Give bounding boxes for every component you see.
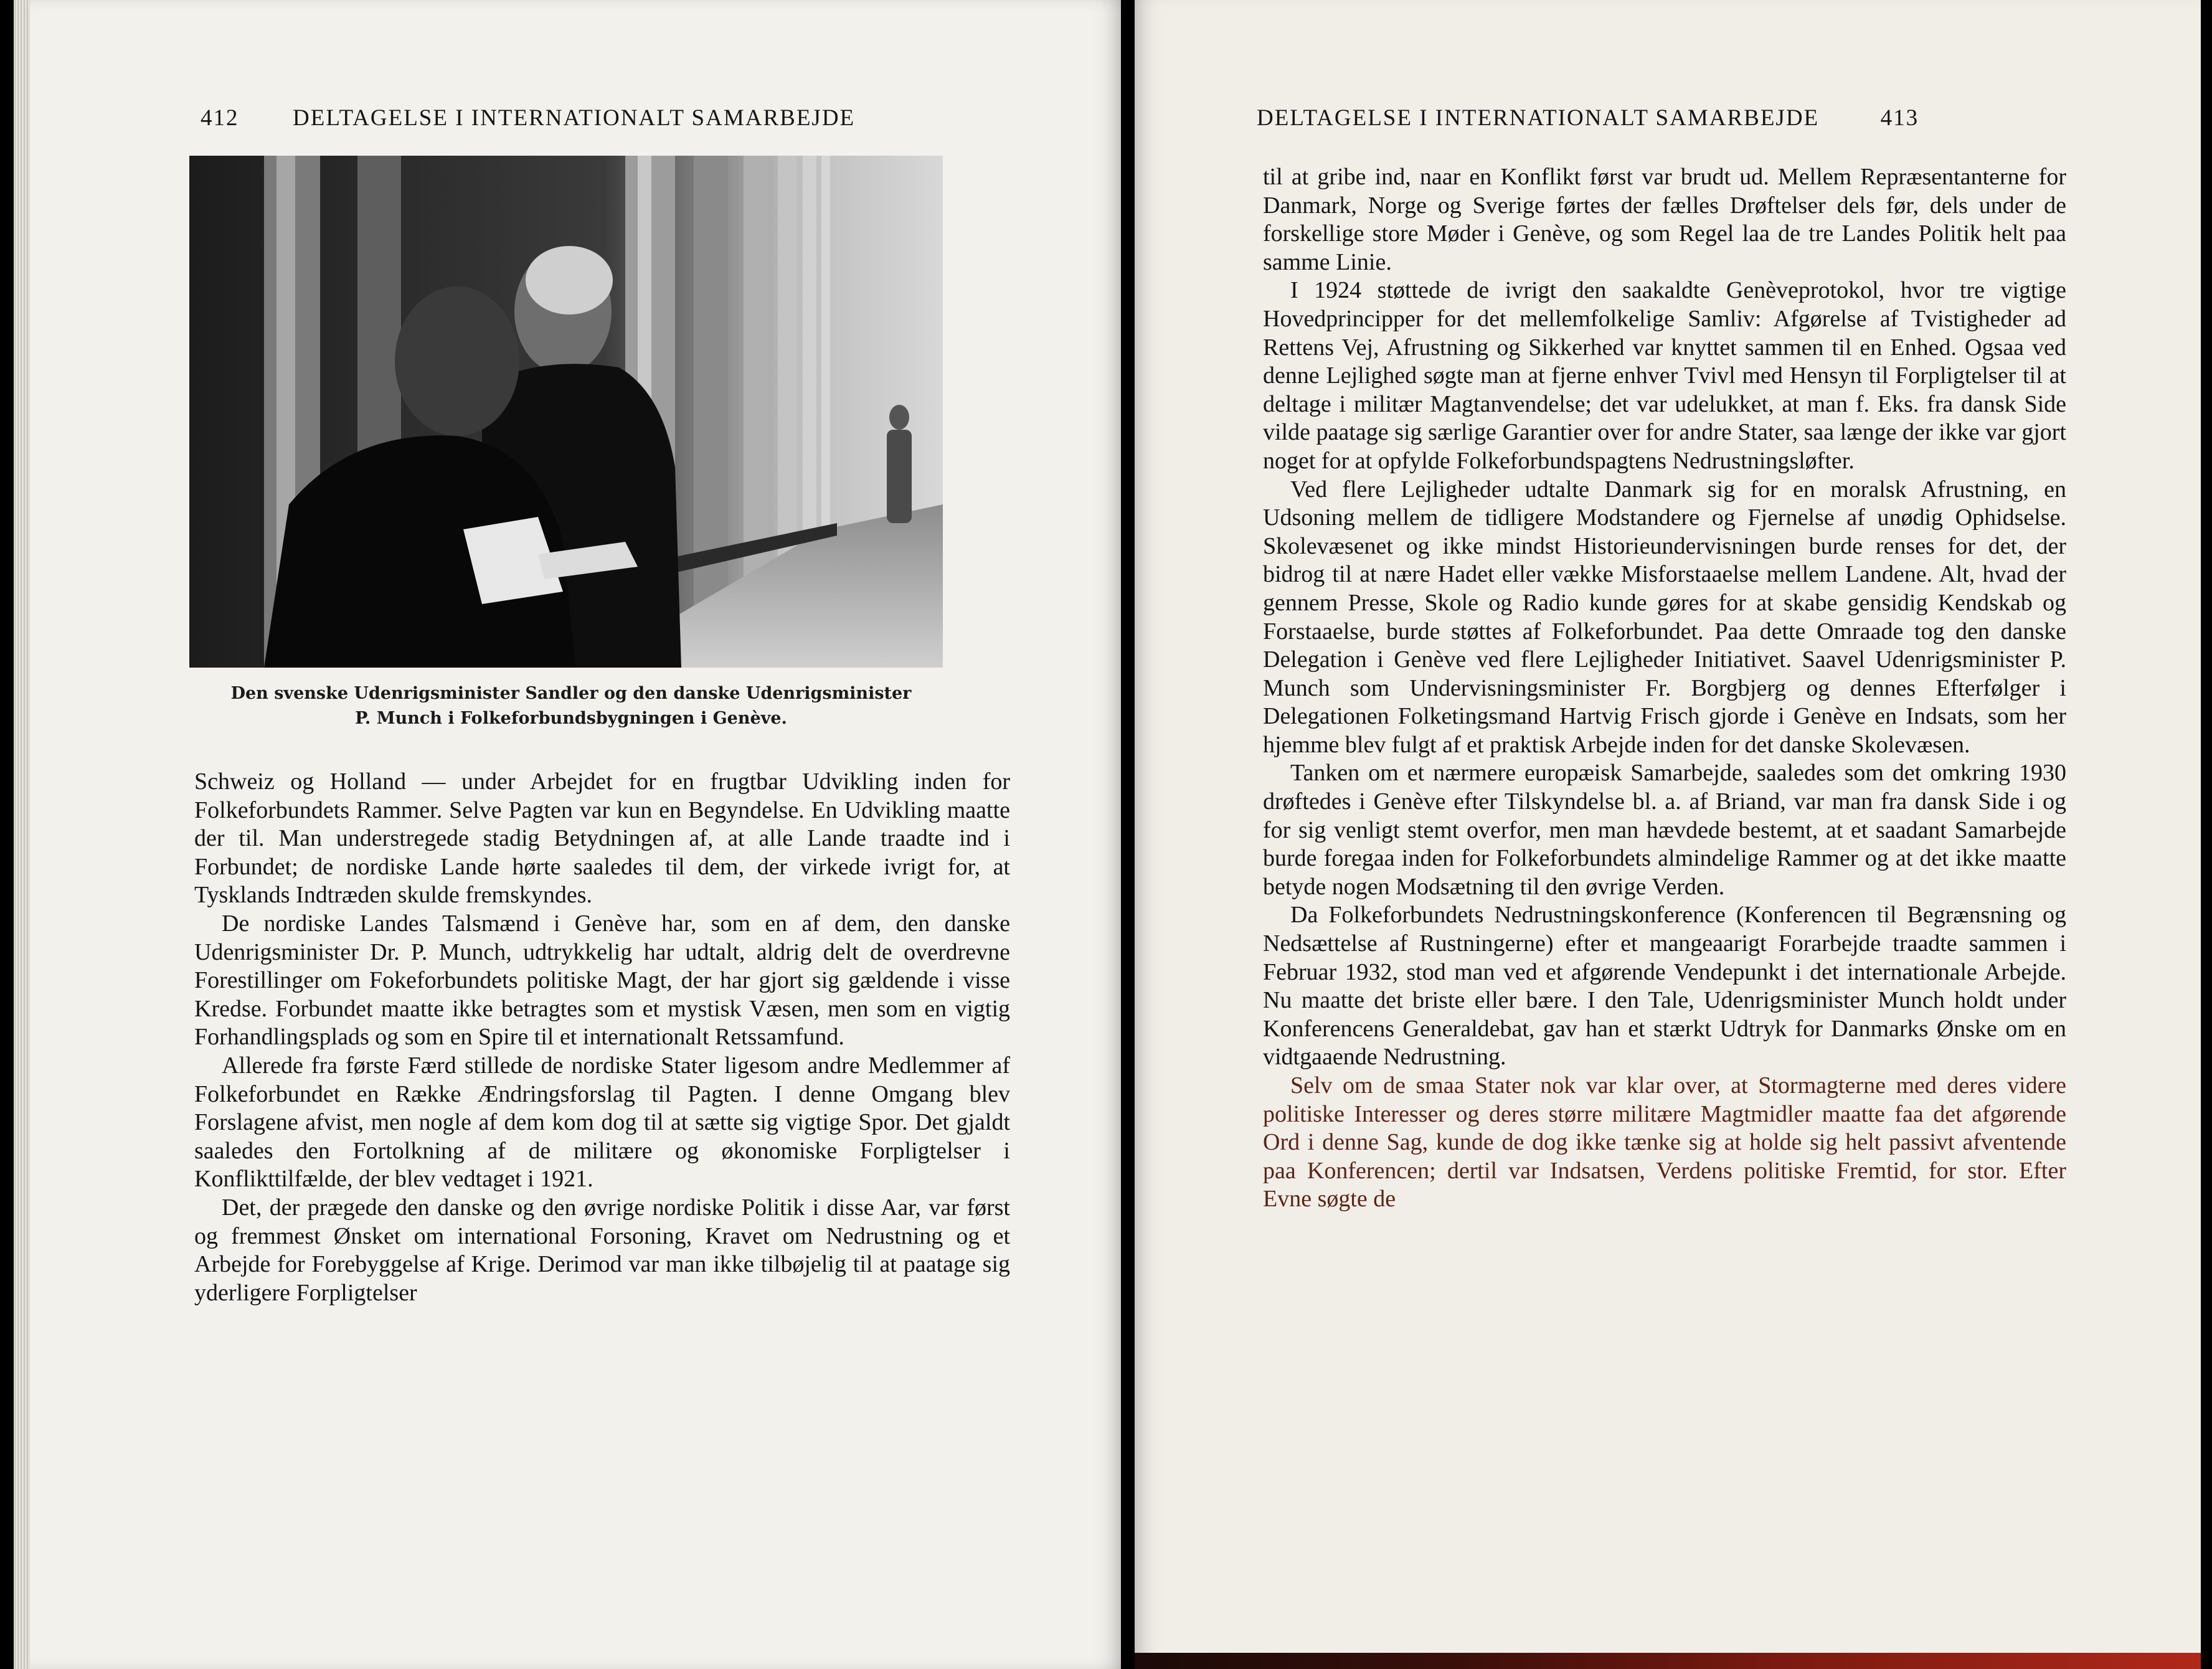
photo-caption xyxy=(169,681,973,731)
right-running-head xyxy=(1257,105,1919,131)
paragraph: I 1924 støttede de ivrigt den saakaldte Genèveprotokol, hvor tre vigtige Hovedprincipper for det mellemfolkelige Samliv: Afgørelse af Tvistigheder ad Rettens Vej, Afrustning og Sikkerhed var knyttet sammen til en Enhed. Ogsaa ved denne Lejlighed søgte man at fjerne enhver Tvivl med Hensyn til Forpligtelser til at deltage i militær Magtanvendelse; det var udelukket, at man f. Eks. fra dansk Side vilde paatage sig særlige Garantier over for andre Stater, saa længe der ikke var gjort noget for at opfylde Folkeforbundspagtens Nedrustningsløfter. xyxy=(1263,277,2066,474)
paragraph: Da Folkeforbundets Nedrustningskonference (Konferencen til Begrænsning og Nedsættelse af Rustningerne) efter et mangeaarigt Forarbejde traadte sammen i Februar 1932, stod man ved et afgørende Vendepunkt i det internationale Arbejde. Nu maatte det briste eller bære. I den Tale, Udenrigsminister Munch holdt under Konferencens Generaldebat, gav han et stærkt Udtryk for Danmarks Ønske om en vidtgaaende Nedrustning. xyxy=(1263,902,2066,1071)
left-page-number: 412 xyxy=(201,105,239,131)
paragraph: Allerede fra første Færd stillede de nordiske Stater ligesom andre Medlemmer af Folkeforbundet en Række Ændringsforslag til Pagten. I denne Omgang blev Forslagene afvist, men nogle af dem kom dog til at sætte sig vigtige Spor. Det gjaldt saaledes den Fortolkning af de militære og økonomiske Forpligtelser i Konflikttilfælde, der blev vedtaget i 1921. xyxy=(194,1052,1010,1193)
photo-caption-line: P. Munch i Folkeforbundsbygningen i Genève. xyxy=(355,709,787,728)
paragraph: Schweiz og Holland — under Arbejdet for en frugtbar Udvikling inden for Folkeforbundets Rammer. Selve Pagten var kun en Begyndelse. En Udvikling maatte der til. Man understregede stadig Betydningen af, at alle Lande traadte ind i Forbundet; de nordiske Lande hørte saaledes til dem, der virkede ivrigt for, at Tysklands Indtræden skulde fremskyndes. xyxy=(194,768,1010,909)
right-body-text xyxy=(1263,163,2066,1214)
paragraph: De nordiske Landes Talsmænd i Genève har, som en af dem, den danske Udenrigsminister Dr. P. Munch, udtrykkelig har udtalt, aldrig delt de overdrevne Forestillinger om Fokeforbundets politiske Magt, der har gjort sig gældende i visse Kredse. Forbundet maatte ikke betragtes som et mystisk Væsen, men som en vigtig Forhandlingsplads og som en Spire til et internationalt Retssamfund. xyxy=(194,910,1010,1051)
page-bottom-edge xyxy=(1135,1653,2201,1669)
left-page xyxy=(14,0,1121,1669)
page-edge xyxy=(14,0,30,1669)
right-page xyxy=(1135,0,2201,1669)
left-running-head-title: DELTAGELSE I INTERNATIONALT SAMARBEJDE xyxy=(293,105,856,131)
paragraph: Ved flere Lejligheder udtalte Danmark sig for en moralsk Afrustning, en Udsoning mellem de tidligere Modstandere og Fjernelse af unødig Ophidselse. Skolevæsenet og ikke mindst Historieundervisningen burde renses for det, der bidrog til at nære Hadet eller vække Misforstaaelse mellem Landene. Alt, hvad der gennem Presse, Skole og Radio kunde gøres for at skabe gensidig Kendskab og Forstaaelse, burde støttes af Folkeforbundet. Paa dette Omraade tog den danske Delegation i Genève ved flere Lejligheder Initiativet. Saavel Udenrigsminister P. Munch som Undervisningsminister Fr. Borgbjerg og dennes Efterfølger i Delegationen Folketingsmand Hartvig Frisch gjorde i Genève en Indsats, som her hjemme blev fulgt af et praktisk Arbejde inden for det danske Skolevæsen. xyxy=(1263,476,2066,758)
right-page-number: 413 xyxy=(1880,105,1919,131)
right-running-head-title: DELTAGELSE I INTERNATIONALT SAMARBEJDE xyxy=(1257,105,1820,131)
paragraph: Det, der prægede den danske og den øvrige nordiske Politik i disse Aar, var først og fremmest Ønsket om international Forsoning, Kravet om Nedrustning og et Arbejde for Forebyggelse af Krige. Derimod var man ikke tilbøjelig til at paatage sig yderligere Forpligtelser xyxy=(194,1194,1010,1306)
paragraph: Tanken om et nærmere europæisk Samarbejde, saaledes som det omkring 1930 drøftedes i Genève efter Tilskyndelse bl. a. af Briand, var man fra dansk Side i og for sig venligt stemt overfor, men man hævdede bestemt, at et saadant Samarbejde burde foregaa inden for Folkeforbundets almindelige Rammer og at det ikke maatte betyde nogen Modsætning til den øvrige Verden. xyxy=(1263,760,2066,900)
photograph xyxy=(189,156,943,668)
left-running-head xyxy=(201,105,855,131)
paragraph: Selv om de smaa Stater nok var klar over, at Stormagterne med deres videre politiske Interesser og deres større militære Magtmidler maatte faa det afgørende Ord i denne Sag, kunde de dog ikke tænke sig at holde sig helt passivt afventende paa Konferencen; dertil var Indsatsen, Verdens politiske Fremtid, for stor. Efter Evne søgte de xyxy=(1263,1072,2066,1213)
photograph-image xyxy=(189,156,943,668)
paragraph: til at gribe ind, naar en Konflikt først var brudt ud. Mellem Repræsentanterne for Danmark, Norge og Sverige førtes der fælles Drøftelser dels før, dels under de forskellige store Møder i Genève, og som Regel laa de tre Landes Politik helt paa samme Linie. xyxy=(1263,164,2066,275)
left-body-text xyxy=(194,768,1010,1307)
photo-caption-line: Den svenske Udenrigsminister Sandler og den danske Udenrigsminister xyxy=(230,684,912,703)
